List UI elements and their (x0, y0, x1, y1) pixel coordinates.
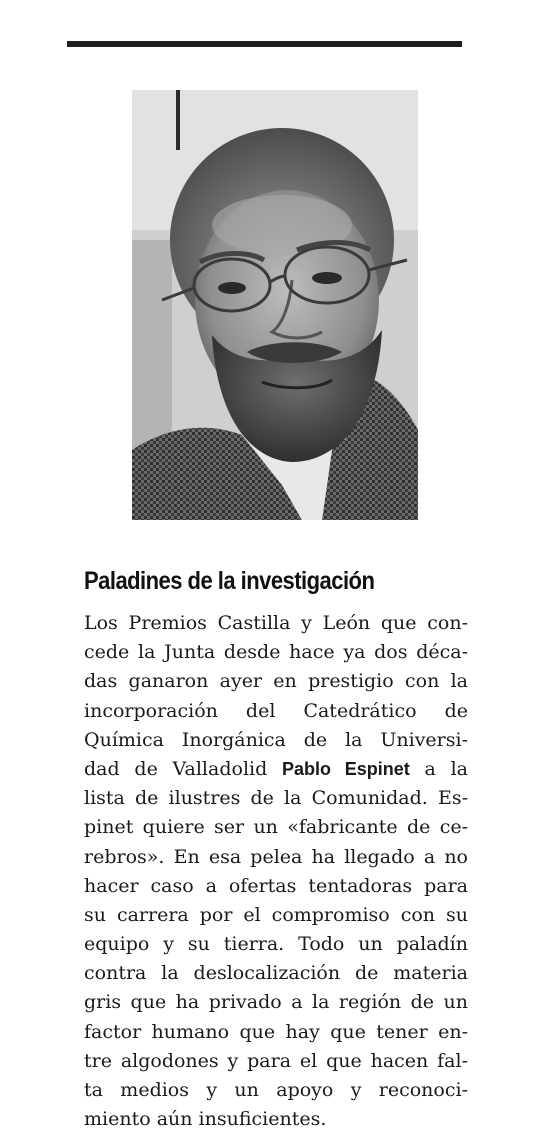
body-line: gris que ha privado a la región de un (84, 991, 468, 1014)
featured-name: Pablo Espinet (282, 758, 410, 779)
body-line: rebros». En esa pelea ha llegado a no (84, 845, 468, 868)
body-line: factor humano que hay que tener en- (84, 1020, 468, 1043)
body-line: tre algodones y para el que hacen fal- (84, 1049, 468, 1072)
body-line: su carrera por el compromiso con su (84, 903, 468, 926)
body-line: ta medios y un apoyo y reconoci- (84, 1079, 468, 1101)
portrait-photo (132, 90, 418, 520)
top-rule (67, 41, 462, 47)
article-headline: Paladines de la investigación (84, 567, 375, 595)
body-line: pinet quiere ser un «fabricante de ce- (84, 816, 468, 839)
body-line: cede la Junta desde hace ya dos déca- (84, 641, 468, 664)
body-line: das ganaron ayer en prestigio con la (84, 670, 468, 693)
body-line: Química Inorgánica de la Universi- (84, 728, 468, 751)
body-line: hacer caso a ofertas tentadoras para (84, 874, 468, 897)
body-line-prefix: dad de Valladolid (84, 757, 268, 780)
body-line: contra la deslocalización de materia (84, 962, 468, 985)
body-line: incorporación del Catedrático de (84, 699, 468, 722)
body-line-with-name (84, 755, 468, 784)
article-body (84, 609, 468, 1134)
body-line: equipo y su tierra. Todo un paladín (84, 933, 468, 956)
body-line-suffix: a la (424, 757, 468, 780)
body-line: Los Premios Castilla y León que con- (84, 612, 468, 634)
body-line: miento aún insuficientes. (84, 1108, 327, 1131)
body-line: lista de ilustres de la Comunidad. Es- (84, 787, 468, 810)
